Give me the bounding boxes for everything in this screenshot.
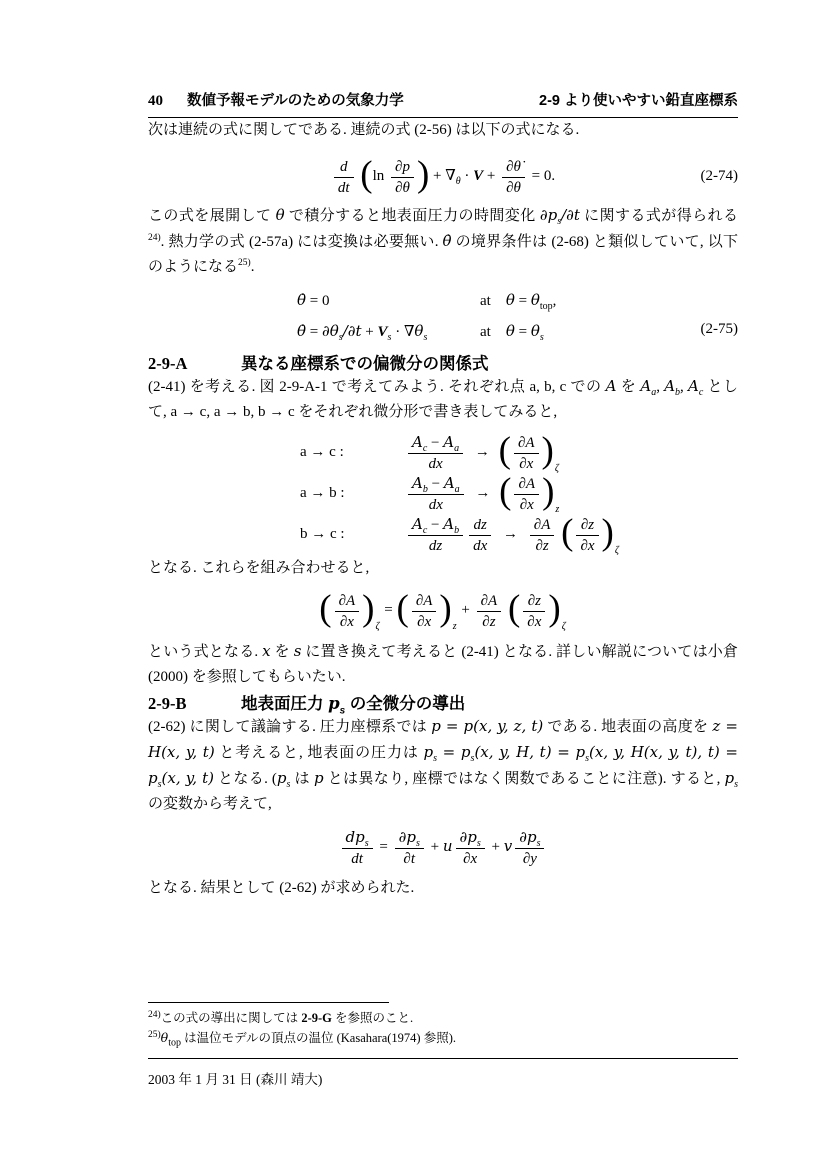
paragraph-points-abc <box>148 374 738 425</box>
right-paren: ) <box>601 512 614 553</box>
math-token: p <box>276 769 287 787</box>
section-heading-2-9-A <box>148 350 738 374</box>
text-segment: を <box>616 379 641 395</box>
book-title: 数値予報モデルのための気象力学 <box>187 93 404 109</box>
math-token: + <box>430 839 440 855</box>
math-token: + <box>461 602 470 618</box>
math-token: = <box>384 602 393 618</box>
text-segment: この式を展開して <box>148 208 276 224</box>
math-token: z = H(x, y, t) <box>148 717 738 761</box>
text-segment: , <box>656 379 665 395</box>
math-token: ∂θ̇ <box>502 158 525 178</box>
difference-quotient <box>408 515 463 554</box>
right-paren: ) <box>416 154 430 196</box>
paragraph-theta-integration <box>148 203 738 280</box>
boundary-condition-top <box>297 288 480 314</box>
math-sub: s <box>338 332 343 343</box>
math-token: p <box>328 694 340 713</box>
footnote-separator <box>148 1002 389 1003</box>
fraction-dthetadot-dtheta <box>502 158 525 196</box>
text-segment: は温位モデルの頂点の温位 (Kasahara(1974) 参照). <box>180 1031 457 1045</box>
math-token: = 0. <box>531 168 556 184</box>
relation-label: a → b : <box>300 485 345 501</box>
math-sub: ζ <box>554 462 559 474</box>
text-segment: は <box>290 771 314 787</box>
math-sub: s <box>433 753 437 764</box>
text-segment: を参照のこと. <box>331 1011 414 1025</box>
right-paren: ) <box>439 588 452 630</box>
section-heading-2-9-B <box>148 690 738 717</box>
page-number: 40 <box>148 93 163 109</box>
math-token: ∂z <box>523 592 545 612</box>
arrow-icon: → <box>475 484 491 501</box>
condition <box>480 288 556 314</box>
math-token: $dp_s$ <box>342 828 373 849</box>
math-token: θ <box>160 1030 169 1045</box>
text-segment: とは異なり, 座標ではなく関数であることに注意). すると, <box>323 771 725 787</box>
math-sub: s <box>339 705 346 717</box>
paragraph-continuity-intro: 次は連続の式に関してである. 連続の式 (2-56) は以下の式になる. <box>148 122 580 138</box>
equation-row <box>297 288 738 314</box>
relation-label: a → c : <box>300 444 344 460</box>
math-sub: s <box>157 779 162 790</box>
math-token: θ <box>275 206 285 224</box>
math-token: ∂x <box>339 613 354 630</box>
fraction-dps-dtime <box>395 828 424 867</box>
equation-number: (2-74) <box>700 168 738 184</box>
left-paren: ( <box>498 430 511 471</box>
math-sub: z <box>555 503 560 515</box>
math-token: = <box>306 324 322 340</box>
text-segment: , <box>680 379 689 395</box>
right-paren: ) <box>542 471 555 512</box>
math-token: = <box>514 293 531 309</box>
text-segment: に関する式が得られる <box>579 208 738 224</box>
math-token: ∂p <box>391 158 414 178</box>
math-token: dz <box>428 538 443 554</box>
partial-derivative <box>514 475 539 513</box>
math-sub: s <box>557 216 562 227</box>
math-sub: ζ <box>614 544 619 556</box>
math-token: $\partial p_s$ <box>456 828 485 849</box>
difference-quotient <box>408 433 463 472</box>
partial-derivative <box>514 434 539 472</box>
footnote-24 <box>148 1009 738 1028</box>
math-token: ∂x <box>519 455 534 472</box>
math-token: ∂θ <box>506 179 521 196</box>
math-token: at <box>480 324 491 340</box>
paragraph-surface-pressure <box>148 714 738 817</box>
equation-number: (2-75) <box>700 321 738 337</box>
math-token: + <box>361 324 378 340</box>
relation-math <box>405 471 560 515</box>
footnote-25 <box>148 1028 738 1048</box>
text-segment: という式となる. <box>148 644 263 660</box>
math-sub: top <box>168 1037 181 1049</box>
paragraph-reference-ogura <box>148 639 738 690</box>
math-token: ∂A <box>514 434 539 454</box>
math-token: = <box>379 839 388 855</box>
math-token: ∂A <box>477 592 502 612</box>
section-running-title: 2-9 より使いやすい鉛直座標系 <box>539 93 738 109</box>
math-token: θ̇ <box>297 322 307 340</box>
math-token: A <box>664 377 676 395</box>
math-token: · <box>391 324 404 340</box>
math-sub: top <box>539 301 553 312</box>
math-token: ∂z <box>535 537 549 554</box>
math-sub: s <box>423 332 428 343</box>
math-token: A <box>640 377 652 395</box>
math-token: (x, y, t) <box>161 769 214 787</box>
paragraph-combine: となる. これらを組み合わせると, <box>148 560 370 576</box>
left-paren: ( <box>396 588 409 630</box>
math-token: $A_b - A_a$ <box>408 474 464 495</box>
partial-derivative <box>530 516 555 554</box>
math-token: θ <box>505 322 515 340</box>
math-token: ∂t <box>403 851 416 868</box>
math-token: dt <box>351 851 363 868</box>
condition <box>480 319 544 345</box>
math-token: $A_c - A_b$ <box>408 515 463 536</box>
text-segment: と考えると, 地表面の圧力は <box>214 745 424 761</box>
partial-derivative <box>477 592 502 630</box>
equation-2-74 <box>148 153 738 199</box>
math-sub: s <box>470 753 475 764</box>
left-paren: ( <box>561 512 574 553</box>
relation-math <box>405 430 560 474</box>
math-token: + <box>433 168 442 184</box>
math-sub: ζ <box>561 621 566 632</box>
partial-derivative <box>412 592 437 630</box>
math-token: θ <box>505 291 515 309</box>
text-segment: (2-62) に関して議論する. 圧力座標系では <box>148 719 432 735</box>
fraction-dp-dtheta <box>391 158 414 196</box>
text-segment: となる. ( <box>213 771 277 787</box>
math-token: ∂p <box>539 206 558 224</box>
section-reference: 2-9-G <box>301 1011 332 1025</box>
math-token: = p <box>436 743 471 761</box>
math-sub: s <box>585 753 590 764</box>
left-paren: ( <box>360 154 373 196</box>
math-sub: θ <box>455 176 461 187</box>
math-token: A <box>688 377 699 395</box>
footnote-marker-25: 25) <box>238 258 251 268</box>
math-token: $\partial p_s$ <box>515 828 544 849</box>
boundary-condition-surface <box>297 319 480 345</box>
footer-date-author: 2003 年 1 月 31 日 (森川 靖大) <box>148 1072 323 1087</box>
text-segment: この式の導出に関しては <box>160 1011 302 1025</box>
math-token: at <box>480 293 491 309</box>
math-token: $A_c - A_a$ <box>408 433 463 454</box>
math-token: ∂x <box>527 613 542 630</box>
math-sub: s <box>539 332 544 343</box>
math-token: + <box>486 168 496 184</box>
fraction-dps-dx <box>456 828 485 867</box>
left-paren: ( <box>499 471 512 512</box>
text-segment: (2-41) を考える. 図 2-9-A-1 で考えてみよう. それぞれ点 a, b, c での <box>148 379 606 395</box>
math-token: (x, y, H, t) = p <box>474 743 586 761</box>
math-token: ∂A <box>530 516 555 536</box>
nabla-symbol: ∇ <box>445 168 456 184</box>
math-token: s <box>293 642 302 660</box>
page-footer <box>148 1058 738 1088</box>
text-segment: . 熱力学の式 (2-57a) には変換は必要無い. <box>160 234 443 250</box>
left-paren: ( <box>319 588 332 630</box>
math-sub: a <box>651 387 657 398</box>
derivative-relations <box>300 430 738 556</box>
math-token: ∂A <box>335 592 360 612</box>
left-paren: ( <box>507 588 521 630</box>
math-token: ∂θ <box>322 322 339 340</box>
math-token: ∂z <box>482 613 496 630</box>
fraction-dps-dt <box>342 828 373 867</box>
math-token: ∂θ <box>395 179 410 196</box>
math-token: dt <box>337 179 350 196</box>
math-sub: z <box>452 621 457 632</box>
math-token: ∂z <box>576 516 598 536</box>
math-token: ∂x <box>519 496 534 513</box>
text-segment: である. 地表面の高度を <box>543 719 713 735</box>
section-title: 地表面圧力 $p_s$ の全微分の導出 <box>241 694 466 717</box>
math-token: dz <box>469 516 491 536</box>
math-token: /∂t <box>342 322 362 340</box>
vector-v: V <box>473 168 484 184</box>
math-token: θ̇ <box>297 291 307 309</box>
paragraph-result: となる. 結果として (2-62) が求められた. <box>148 880 415 896</box>
math-token: ∂A <box>412 592 437 612</box>
math-sub: s <box>286 779 291 790</box>
math-token: ∂x <box>417 613 432 630</box>
math-token: = <box>514 324 531 340</box>
math-sub: b <box>675 387 681 398</box>
math-token: /∂t <box>561 206 580 224</box>
text-segment: を <box>270 644 294 660</box>
math-token: p = p(x, y, z, t) <box>431 717 544 735</box>
math-token: ∇θ <box>403 322 424 340</box>
text-segment: の変数から考えて, <box>148 796 272 812</box>
math-token: d <box>334 158 354 178</box>
math-token: $\partial p_s$ <box>395 828 424 849</box>
footnotes <box>148 1002 738 1048</box>
text-segment: として, a → c, a → b, b → c をそれぞれ微分形で書き表してみると, <box>148 379 738 420</box>
relation-b-to-c <box>300 512 738 556</box>
math-token: x <box>262 642 271 660</box>
math-sub: s <box>734 779 738 790</box>
section-number: 2-9-B <box>148 694 187 713</box>
equation-row <box>297 319 738 345</box>
vector-v: V <box>377 324 388 340</box>
partial-derivative <box>335 592 360 630</box>
fraction-d-dt <box>334 158 354 196</box>
arrow-icon: → <box>503 525 519 542</box>
math-token: u <box>442 837 453 855</box>
math-token: ∂y <box>522 851 537 868</box>
math-token: ln <box>372 168 385 184</box>
footnote-number: 24) <box>148 1009 161 1020</box>
relation-label: b → c : <box>300 526 345 542</box>
math-token: v <box>503 837 513 855</box>
math-token: θ <box>530 291 540 309</box>
text-segment: に置き換えて考えると (2-41) となる. 詳しい解説については小倉 (2000) を参照してもらいたい. <box>148 644 738 685</box>
math-token: A <box>605 377 617 395</box>
relation-a-to-c <box>300 430 738 474</box>
section-number: 2-9-A <box>148 354 188 373</box>
right-paren: ) <box>541 430 554 471</box>
math-token: ∂A <box>514 475 539 495</box>
text-segment: の境界条件は (2-68) と類似していて, 以下のようになる <box>148 234 738 275</box>
text-segment: . <box>250 259 255 275</box>
fraction-dps-dy <box>515 828 544 867</box>
math-sub: s <box>387 332 392 343</box>
math-token: · <box>464 168 470 184</box>
page-header <box>148 89 738 118</box>
math-sub: c <box>698 387 704 398</box>
math-token: p <box>423 743 434 761</box>
math-token: ∂x <box>463 851 478 868</box>
equation-total-derivative-ps <box>148 823 738 870</box>
math-token: θ <box>530 322 540 340</box>
right-paren: ) <box>548 588 561 630</box>
text-segment: で積分すると地表面圧力の時間変化 <box>284 208 540 224</box>
footnote-number: 25) <box>148 1029 161 1040</box>
math-token: ∂x <box>580 537 595 554</box>
page-content <box>148 0 738 901</box>
math-token: , <box>552 293 557 309</box>
equation-chain-rule <box>148 587 738 633</box>
math-sub: ζ <box>375 621 380 632</box>
right-paren: ) <box>362 588 375 630</box>
difference-quotient <box>408 474 464 513</box>
math-token: p <box>724 769 735 787</box>
math-token: dx <box>473 537 488 554</box>
math-token: dx <box>428 497 443 513</box>
arrow-icon: → <box>474 443 490 460</box>
footnote-marker-24: 24) <box>148 233 161 243</box>
math-token: = 0 <box>306 293 330 309</box>
math-token: + <box>491 839 500 855</box>
relation-a-to-b <box>300 471 738 515</box>
math-token: p <box>313 769 324 787</box>
section-title: 異なる座標系での偏微分の関係式 <box>241 355 489 373</box>
math-token: (x, y, H(x, y, t), t) = p <box>148 743 738 787</box>
fraction-dz-dx <box>469 516 491 554</box>
math-token: θ̇ <box>442 232 452 250</box>
partial-derivative <box>523 592 545 630</box>
math-token: dx <box>428 456 443 472</box>
partial-derivative <box>576 516 598 554</box>
equation-2-75 <box>297 288 738 345</box>
relation-math <box>405 512 620 556</box>
